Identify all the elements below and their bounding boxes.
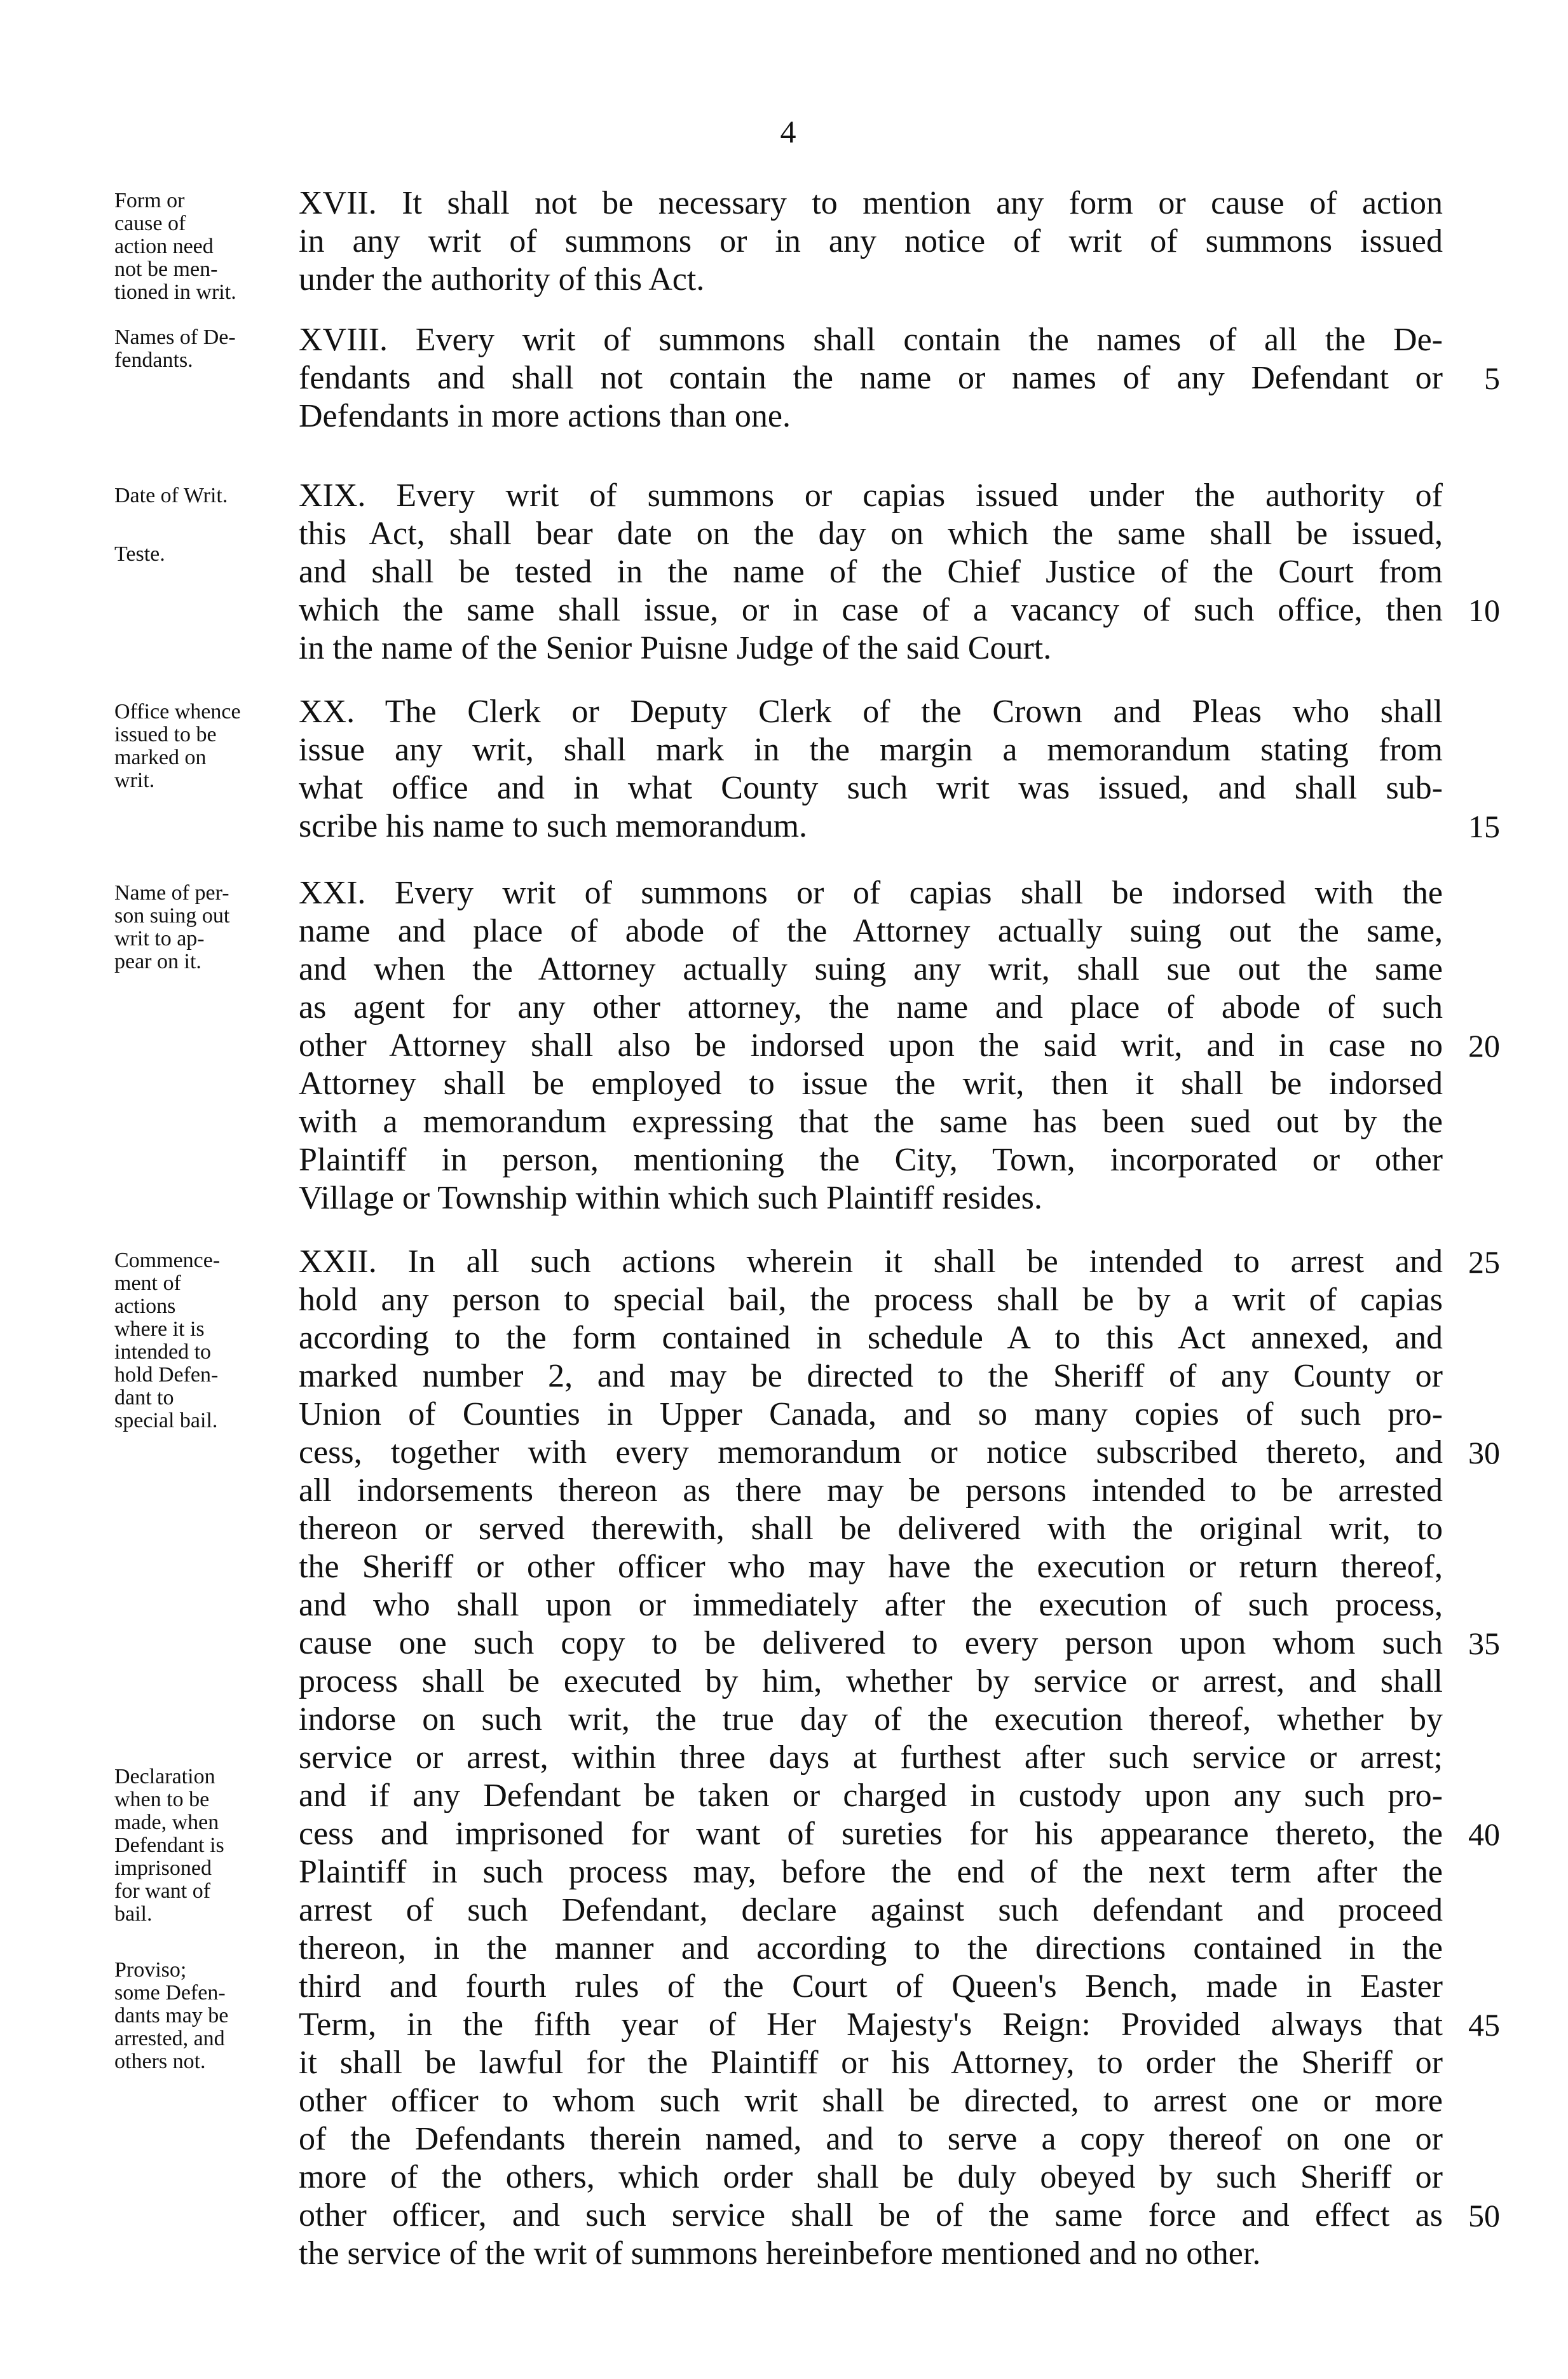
margin-line: bail. [114, 1902, 153, 1926]
margin-line: dants may be [114, 2004, 229, 2027]
line-number: 5 [1484, 360, 1500, 396]
text-line: which the same shall issue, or in case of a vacancy of such office, then [299, 592, 1443, 628]
text-line: marked number 2, and may be directed to the Sheriff of any County or [299, 1358, 1443, 1394]
margin-note [114, 189, 305, 304]
text-line: other officer, and such service shall be of the same force and effect as [299, 2197, 1443, 2233]
line-number: 25 [1468, 1244, 1500, 1280]
text-line: Defendants in more actions than one. [299, 398, 791, 434]
text-line: all indorsements thereon as there may be persons intended to be arrested [299, 1472, 1443, 1509]
text-line: Village or Township within which such Plaintiff resides. [299, 1180, 1042, 1216]
margin-line: Date of Writ. [114, 484, 228, 507]
margin-note [114, 326, 305, 372]
line-number: 15 [1468, 809, 1500, 844]
line-number: 20 [1468, 1028, 1500, 1064]
text-line: other officer to whom such writ shall be directed, to arrest one or more [299, 2083, 1443, 2119]
margin-note [114, 1249, 305, 1432]
margin-line: when to be [114, 1788, 210, 1811]
margin-line: son suing out [114, 904, 230, 928]
text-line: this Act, shall bear date on the day on which the same shall be issued, [299, 516, 1443, 552]
margin-line: Commence- [114, 1249, 221, 1272]
margin-line: writ. [114, 769, 155, 792]
text-line: name and place of abode of the Attorney actually suing out the same, [299, 913, 1443, 949]
margin-line: actions [114, 1294, 176, 1318]
margin-line: Defendant is [114, 1834, 224, 1857]
text-line: Term, in the fifth year of Her Majesty's Reign: Provided always that [299, 2006, 1443, 2043]
section-body [299, 874, 1443, 1217]
margin-line: others not. [114, 2050, 206, 2073]
margin-line: fendants. [114, 348, 193, 372]
text-line: XVII. It shall not be necessary to mention any form or cause of action [299, 185, 1443, 221]
margin-line: writ to ap- [114, 927, 205, 950]
margin-line: made, when [114, 1811, 219, 1834]
line-number: 45 [1468, 2007, 1500, 2043]
margin-line: Name of per- [114, 881, 229, 905]
margin-line: for want of [114, 1879, 211, 1903]
margin-note [114, 882, 305, 973]
text-line: thereon, in the manner and according to the directions contained in the [299, 1930, 1443, 1966]
text-line: hold any person to special bail, the process shall be by a writ of capias [299, 1282, 1443, 1318]
margin-line: tioned in writ. [114, 280, 236, 304]
margin-line: action need [114, 235, 214, 258]
margin-line: some Defen- [114, 1981, 226, 2005]
text-line: indorse on such writ, the true day of the execution thereof, whether by [299, 1701, 1443, 1738]
margin-line: Office whence [114, 700, 241, 723]
margin-line: Teste. [114, 542, 165, 566]
margin-note-proviso [114, 1959, 305, 2073]
text-line: more of the others, which order shall be duly obeyed by such Sheriff or [299, 2159, 1443, 2195]
text-line: Attorney shall be employed to issue the writ, then it shall be indorsed [299, 1066, 1443, 1102]
text-line: the Sheriff or other officer who may have the execution or return thereof, [299, 1549, 1443, 1585]
margin-line: special bail. [114, 1409, 218, 1432]
margin-line: Declaration [114, 1765, 215, 1788]
margin-line: marked on [114, 746, 207, 769]
text-line: and if any Defendant be taken or charged in custody upon any such pro- [299, 1778, 1443, 1814]
section-body [299, 1243, 1443, 2273]
margin-line [114, 507, 305, 543]
text-line: cause one such copy to be delivered to every person upon whom such [299, 1625, 1443, 1661]
text-line: process shall be executed by him, whether by service or arrest, and shall [299, 1663, 1443, 1699]
margin-note [114, 701, 305, 792]
margin-note [114, 484, 305, 566]
line-number: 30 [1468, 1435, 1500, 1471]
text-line: cess, together with every memorandum or notice subscribed thereto, and [299, 1434, 1443, 1471]
text-line: Plaintiff in such process may, before the end of the next term after the [299, 1854, 1443, 1890]
margin-line: arrested, and [114, 2027, 225, 2050]
text-line: arrest of such Defendant, declare against such defendant and proceed [299, 1892, 1443, 1928]
text-line: as agent for any other attorney, the name and place of abode of such [299, 989, 1443, 1025]
section-body [299, 693, 1443, 846]
margin-line: issued to be [114, 723, 217, 746]
text-line: thereon or served therewith, shall be delivered with the original writ, to [299, 1511, 1443, 1547]
margin-line: dant to [114, 1386, 174, 1409]
text-line: the service of the writ of summons hereinbefore mentioned and no other. [299, 2235, 1261, 2272]
text-line: Plaintiff in person, mentioning the City, Town, incorporated or other [299, 1142, 1443, 1178]
margin-line: pear on it. [114, 950, 201, 973]
text-line: of the Defendants therein named, and to serve a copy thereof on one or [299, 2121, 1443, 2157]
line-number: 50 [1468, 2198, 1500, 2233]
line-number: 40 [1468, 1816, 1500, 1852]
section-body [299, 477, 1443, 668]
text-line: XXII. In all such actions wherein it shall be intended to arrest and [299, 1244, 1443, 1280]
text-line: in the name of the Senior Puisne Judge of the said Court. [299, 630, 1052, 666]
text-line: what office and in what County such writ was issued, and shall sub- [299, 770, 1443, 806]
text-line: in any writ of summons or in any notice of writ of summons issued [299, 223, 1443, 259]
text-line: issue any writ, shall mark in the margin a memorandum stating from [299, 732, 1443, 768]
text-line: third and fourth rules of the Court of Queen's Bench, made in Easter [299, 1968, 1443, 2005]
text-line: XVIII. Every writ of summons shall contain the names of all the De- [299, 322, 1443, 358]
margin-line: cause of [114, 212, 186, 235]
section-body [299, 184, 1443, 299]
line-number: 35 [1468, 1626, 1500, 1661]
margin-line: hold Defen- [114, 1363, 219, 1387]
margin-line: ment of [114, 1272, 181, 1295]
text-line: and shall be tested in the name of the Chief Justice of the Court from [299, 554, 1443, 590]
margin-line: intended to [114, 1340, 212, 1364]
text-line: under the authority of this Act. [299, 261, 705, 298]
text-line: cess and imprisoned for want of sureties for his appearance thereto, the [299, 1816, 1443, 1852]
text-line: service or arrest, within three days at furthest after such service or arrest; [299, 1739, 1443, 1776]
text-line: and when the Attorney actually suing any writ, shall sue out the same [299, 951, 1443, 987]
text-line: XIX. Every writ of summons or capias issued under the authority of [299, 477, 1443, 514]
text-line: XXI. Every writ of summons or of capias shall be indorsed with the [299, 875, 1443, 911]
text-line: XX. The Clerk or Deputy Clerk of the Crown and Pleas who shall [299, 694, 1443, 730]
text-line: and who shall upon or immediately after the execution of such process, [299, 1587, 1443, 1623]
text-line: Union of Counties in Upper Canada, and so many copies of such pro- [299, 1396, 1443, 1432]
text-line: other Attorney shall also be indorsed upon the said writ, and in case no [299, 1027, 1443, 1064]
margin-line: Proviso; [114, 1958, 187, 1982]
text-line: scribe his name to such memorandum. [299, 808, 808, 844]
text-line: fendants and shall not contain the name or names of any Defendant or [299, 360, 1443, 396]
margin-note-declaration [114, 1765, 305, 1926]
line-number: 10 [1468, 593, 1500, 628]
margin-line: imprisoned [114, 1856, 212, 1880]
page-number: 4 [780, 114, 796, 149]
text-line: with a memorandum expressing that the same has been sued out by the [299, 1104, 1443, 1140]
section-body [299, 321, 1443, 435]
margin-line: Form or [114, 189, 185, 212]
margin-line: not be men- [114, 257, 218, 281]
text-line: according to the form contained in schedule A to this Act annexed, and [299, 1320, 1443, 1356]
margin-line: Names of De- [114, 326, 236, 349]
margin-line: where it is [114, 1317, 205, 1341]
text-line: it shall be lawful for the Plaintiff or his Attorney, to order the Sheriff or [299, 2045, 1443, 2081]
